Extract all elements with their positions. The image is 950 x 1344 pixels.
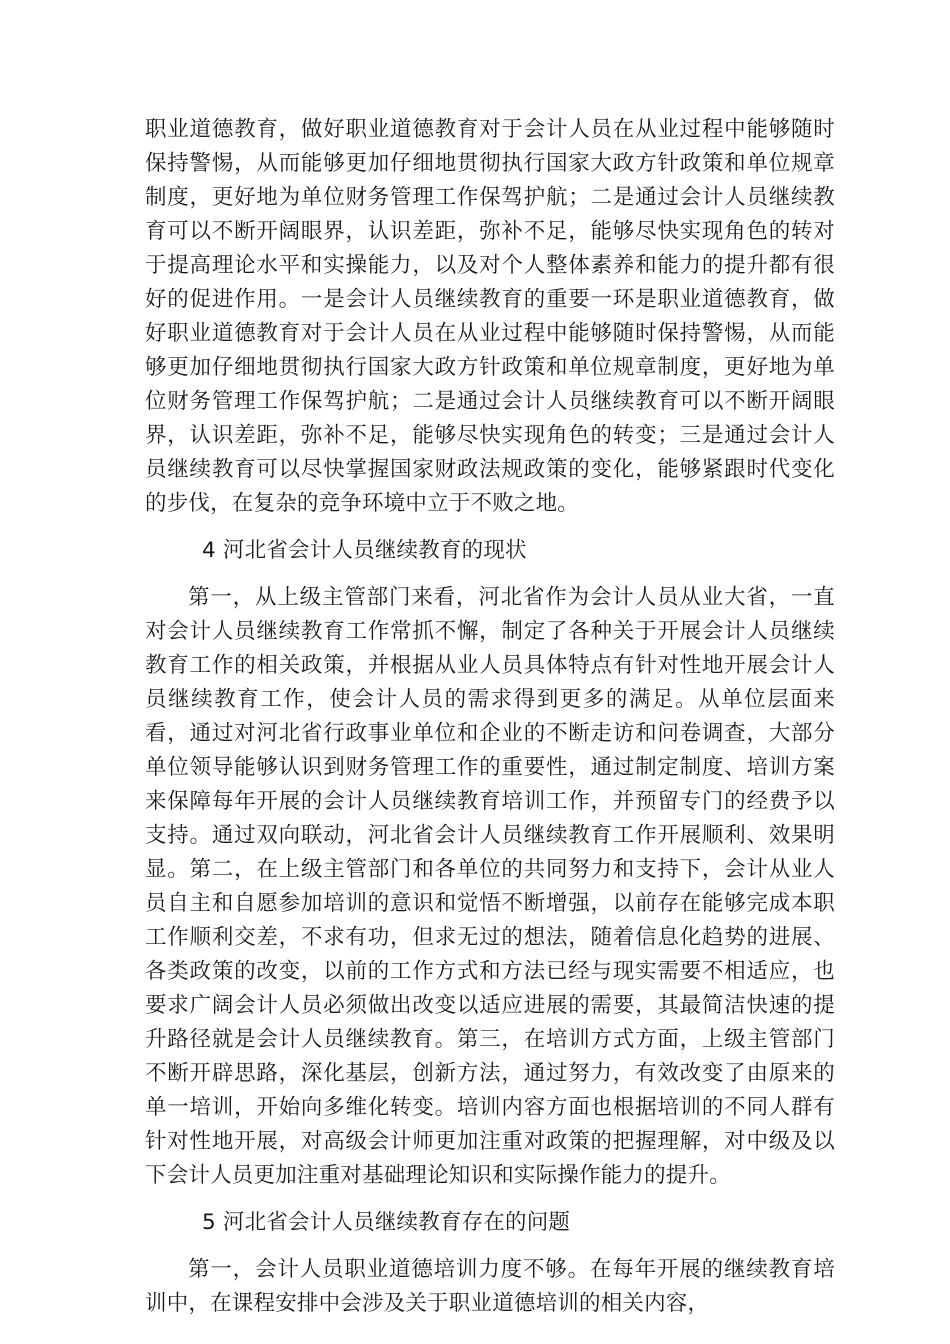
body-paragraph-3: 第一，会计人员职业道德培训力度不够。在每年开展的继续教育培训中，在课程安排中会涉及关于职业道德培训的相关内容， xyxy=(145,1257,835,1316)
section-heading-4: 4 河北省会计人员继续教育的现状 xyxy=(202,538,527,563)
document-body xyxy=(145,113,835,1321)
body-paragraph-2: 第一，从上级主管部门来看，河北省作为会计人员从业大省，一直对会计人员继续教育工作常抓不懈，制定了各种关于开展会计人员继续教育工作的相关政策，并根据从业人员具体特点有针对性地开展会计人员继续教育工作，使会计人员的需求得到更多的满足。从单位层面来看，通过对河北省行政事业单位和企业的不断走访和问卷调查，大部分单位领导能够认识到财务管理工作的重要性，通过制定制度、培训方案来保障每年开展的会计人员继续教育培训工作，并预留专门的经费予以支持。通过双向联动，河北省会计人员继续教育工作开展顺利、效果明显。第二，在上级主管部门和各单位的共同努力和支持下，会计从业人员自主和自愿参加培训的意识和觉悟不断增强，以前存在能够完成本职工作顺利交差，不求有功，但求无过的想法，随着信息化趋势的进展、各类政策的改变，以前的工作方式和方法已经与现实需要不相适应，也要求广阔会计人员必须做出改变以适应进展的需要，其最简洁快速的提升路径就是会计人员继续教育。第三，在培训方式方面，上级主管部门不断开辟思路，深化基层，创新方法，通过努力，有效改变了由原来的单一培训，开始向多维化转变。培训内容方面也根据培训的不同人群有针对性地开展，对高级会计师更加注重对政策的把握理解，对中级及以下会计人员更加注重对基础理论知识和实际操作能力的提升。 xyxy=(145,585,835,1188)
body-paragraph-1: 职业道德教育，做好职业道德教育对于会计人员在从业过程中能够随时保持警惕，从而能够更加仔细地贯彻执行国家大政方针政策和单位规章制度，更好地为单位财务管理工作保驾护航；二是通过会计人员继续教育可以不断开阔眼界，认识差距，弥补不足，能够尽快实现角色的转对于提高理论水平和实操能力，以及对个人整体素养和能力的提升都有很好的促进作用。一是会计人员继续教育的重要一环是职业道德教育，做好职业道德教育对于会计人员在从业过程中能够随时保持警惕，从而能够更加仔细地贯彻执行国家大政方针政策和单位规章制度，更好地为单位财务管理工作保驾护航；二是通过会计人员继续教育可以不断开阔眼界，认识差距，弥补不足，能够尽快实现角色的转变；三是通过会计人员继续教育可以尽快掌握国家财政法规政策的变化，能够紧跟时代变化的步伐，在复杂的竞争环境中立于不败之地。 xyxy=(145,117,835,516)
section-heading-5: 5 河北省会计人员继续教育存在的问题 xyxy=(202,1210,571,1235)
